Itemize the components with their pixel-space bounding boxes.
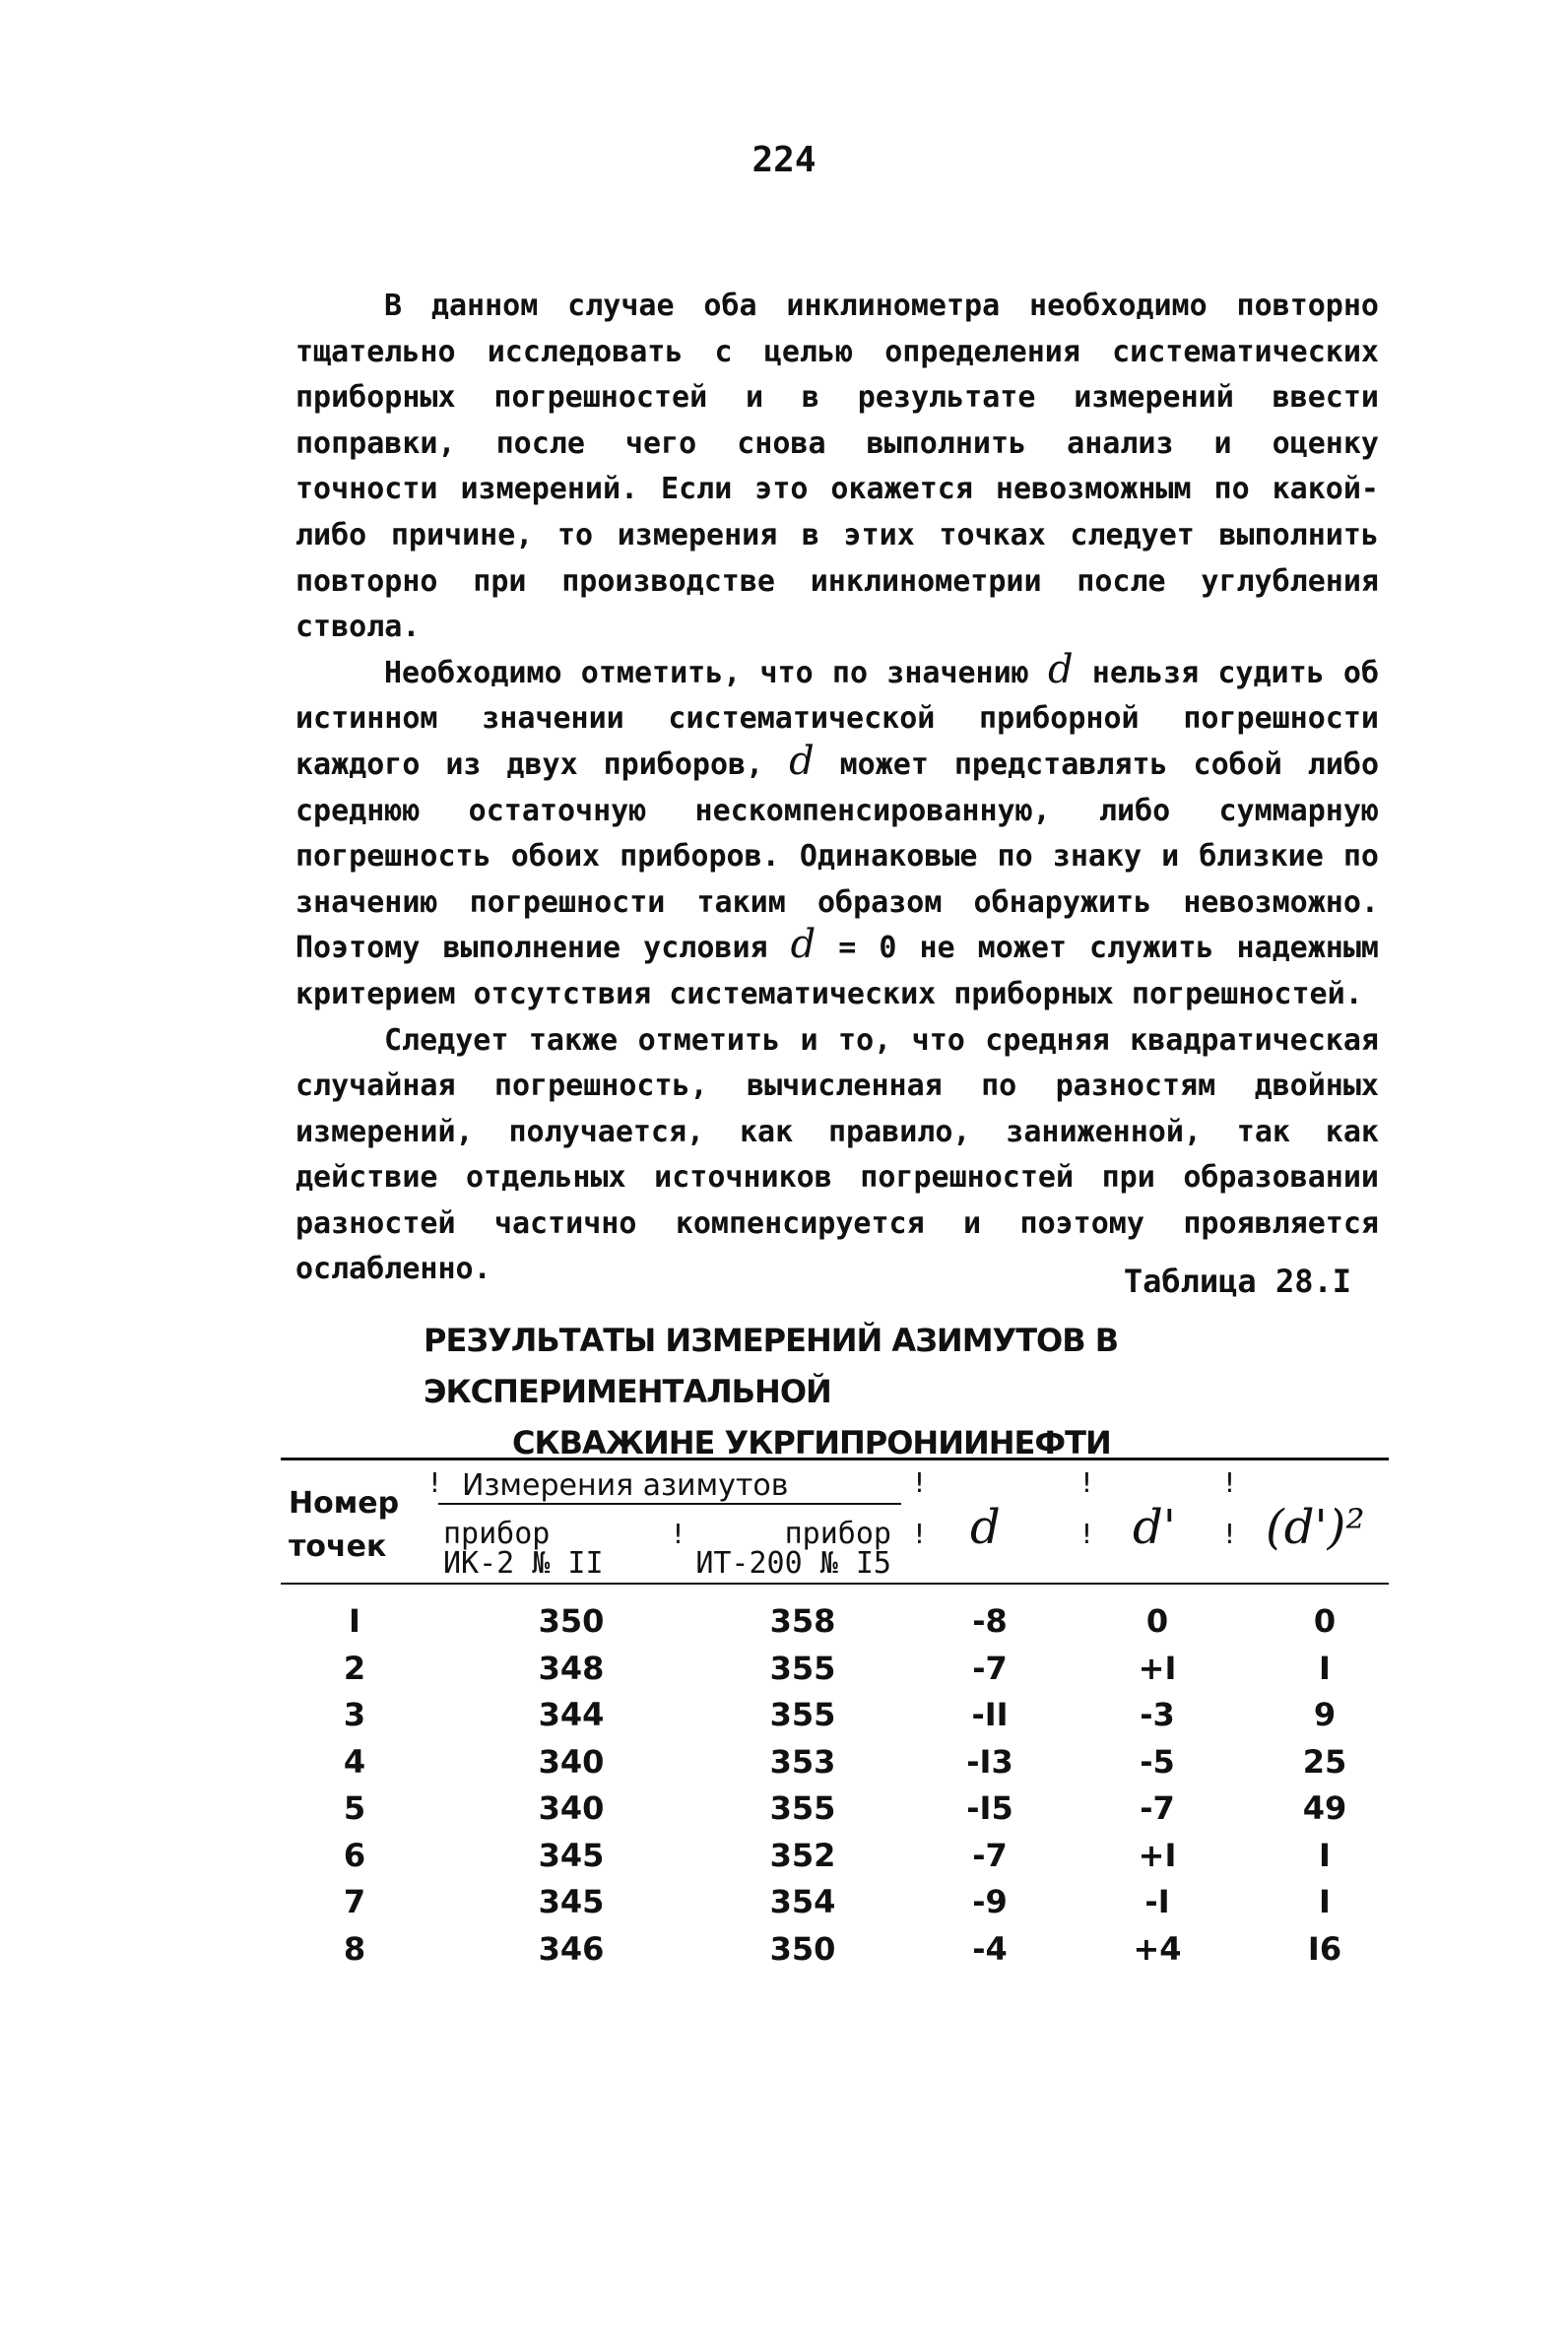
page-number: 224 [751, 140, 817, 180]
cell-instrument-2: 353 [769, 1742, 836, 1781]
paragraph-2-part-1: Необходимо отметить, что по значению [384, 655, 1029, 690]
cell-d: -I3 [966, 1742, 1013, 1781]
header-d: d [970, 1500, 1001, 1555]
header-point-number-line-2: точек [289, 1529, 387, 1564]
cell-d-prime-squared: 9 [1313, 1696, 1337, 1733]
table-row [281, 1883, 1389, 1930]
cell-instrument-1: 346 [538, 1929, 605, 1968]
column-separator: ! [1221, 1466, 1238, 1499]
table-row [281, 1650, 1389, 1697]
column-separator: ! [911, 1466, 928, 1499]
cell-d-prime: +4 [1133, 1929, 1182, 1968]
cell-d-prime-squared: I [1319, 1883, 1331, 1920]
cell-instrument-2: 355 [769, 1696, 836, 1733]
cell-d-prime-squared: I6 [1307, 1929, 1342, 1968]
cell-instrument-2: 355 [769, 1789, 836, 1827]
table-body [281, 1585, 1389, 1977]
cell-point-number: 4 [343, 1742, 366, 1781]
table-label: Таблица 28.I [1123, 1263, 1351, 1300]
cell-point-number: 5 [343, 1789, 366, 1827]
cell-point-number: 8 [343, 1929, 366, 1968]
cell-d: -4 [972, 1929, 1008, 1968]
d-symbol: d [1047, 646, 1074, 692]
header-instrument-2-line-2: ИТ-200 № I5 [695, 1546, 891, 1581]
header-instrument-2 [694, 1517, 891, 1581]
cell-d: -9 [972, 1883, 1008, 1920]
cell-instrument-1: 348 [538, 1649, 605, 1687]
cell-d-prime-squared: 25 [1302, 1742, 1347, 1781]
body-text [295, 284, 1379, 1293]
table-header [281, 1460, 1389, 1583]
table-row [281, 1789, 1389, 1837]
cell-instrument-1: 340 [538, 1742, 605, 1781]
cell-instrument-2: 358 [769, 1602, 836, 1640]
d-symbol: d [790, 922, 817, 968]
paragraph-2-part-3: может представлять собой либо среднюю остаточную нескомпенсированную, либо суммарную погрешность обоих приборов. Одинаковые по знаку и близкие по значению погрешности таким образом обнаружить невозможно. Поэтому выполнение условия [295, 746, 1380, 966]
header-instrument-1 [443, 1517, 604, 1581]
paragraph-2-part-4: = 0 не может служить надежным критерием отсутствия систематических приборных погрешностей. [295, 931, 1379, 1011]
cell-instrument-2: 354 [769, 1883, 836, 1920]
cell-point-number: 2 [343, 1649, 366, 1687]
table-title [424, 1315, 1389, 1468]
cell-d-prime: 0 [1145, 1602, 1169, 1640]
data-table [281, 1458, 1389, 1977]
cell-point-number: 3 [343, 1696, 366, 1733]
table-title-line-1: РЕЗУЛЬТАТЫ ИЗМЕРЕНИЙ АЗИМУТОВ В ЭКСПЕРИМЕНТАЛЬНОЙ [424, 1322, 1119, 1410]
cell-d-prime: -3 [1140, 1696, 1175, 1733]
cell-point-number: 6 [343, 1836, 366, 1874]
header-instrument-2-line-1: прибор [784, 1517, 891, 1551]
cell-instrument-2: 355 [769, 1649, 836, 1687]
column-separator: ! [911, 1518, 928, 1550]
cell-instrument-2: 352 [769, 1836, 836, 1874]
table-row [281, 1696, 1389, 1743]
cell-point-number: 7 [343, 1883, 366, 1920]
cell-d-prime: +I [1138, 1836, 1177, 1874]
cell-instrument-1: 344 [538, 1696, 605, 1733]
table-row [281, 1743, 1389, 1790]
cell-d-prime: -5 [1140, 1742, 1175, 1781]
paragraph-2 [295, 646, 1380, 1018]
cell-instrument-1: 345 [538, 1883, 605, 1920]
cell-d-prime-squared: 0 [1313, 1602, 1337, 1640]
column-separator: ! [670, 1518, 686, 1550]
table-row [281, 1837, 1389, 1884]
cell-instrument-1: 345 [538, 1836, 605, 1874]
cell-d-prime-squared: I [1319, 1836, 1331, 1874]
cell-d-prime: +I [1138, 1649, 1177, 1687]
header-azimuth-group-label: Измерения азимутов [438, 1468, 901, 1505]
cell-d: -7 [972, 1649, 1008, 1687]
table-row [281, 1930, 1389, 1978]
cell-instrument-1: 340 [538, 1789, 605, 1827]
header-d-prime-squared: (d')² [1266, 1500, 1365, 1555]
cell-instrument-2: 350 [769, 1929, 836, 1968]
column-separator: ! [426, 1466, 443, 1499]
paragraph-2-part-2: нельзя судить об истинном значении систематической приборной погрешности каждого из двух приборов, [295, 655, 1380, 782]
d-symbol: d [789, 738, 815, 784]
header-instrument-1-line-2: ИК-2 № II [443, 1546, 604, 1581]
column-separator: ! [1078, 1466, 1095, 1499]
paragraph-1: В данном случае оба инклинометра необходимо повторно тщательно исследовать с целью определения систематических приборных погрешностей и в результате измерений ввести поправки, после чего снова выполнить анализ и оценку точности измерений. Если это окажется невозможным по какой-либо причине, то измерения в этих точках следует выполнить повторно при производстве инклинометрии после углубления ствола. [295, 289, 1379, 645]
cell-d-prime: -7 [1140, 1789, 1175, 1827]
cell-d: -I5 [966, 1789, 1013, 1827]
cell-d-prime-squared: 49 [1302, 1789, 1347, 1827]
table-row [281, 1602, 1389, 1650]
header-azimuth-group [438, 1468, 901, 1505]
paragraph-3: Следует также отметить и то, что средняя квадратическая случайная погрешность, вычисленная по разностям двойных измерений, получается, как правило, заниженной, так как действие отдельных источников погрешностей при образовании разностей частично компенсируется и поэтому проявляется ослабленно. [295, 1022, 1379, 1287]
header-d-prime: d' [1133, 1500, 1176, 1555]
column-separator: ! [1221, 1518, 1238, 1550]
header-instrument-1-line-1: прибор [443, 1517, 551, 1551]
cell-d: -8 [972, 1602, 1008, 1640]
cell-d-prime: -I [1144, 1883, 1170, 1920]
header-point-number-line-1: Номер [289, 1486, 400, 1521]
cell-d: -II [971, 1696, 1009, 1733]
header-point-number [289, 1482, 399, 1569]
column-separator: ! [1078, 1518, 1095, 1550]
cell-instrument-1: 350 [538, 1602, 605, 1640]
cell-point-number: I [349, 1602, 360, 1640]
cell-d: -7 [972, 1836, 1008, 1874]
table-title-line-2: СКВАЖИНЕ УКРГИПРОНИИНЕФТИ [512, 1424, 1111, 1461]
cell-d-prime-squared: I [1319, 1649, 1331, 1687]
